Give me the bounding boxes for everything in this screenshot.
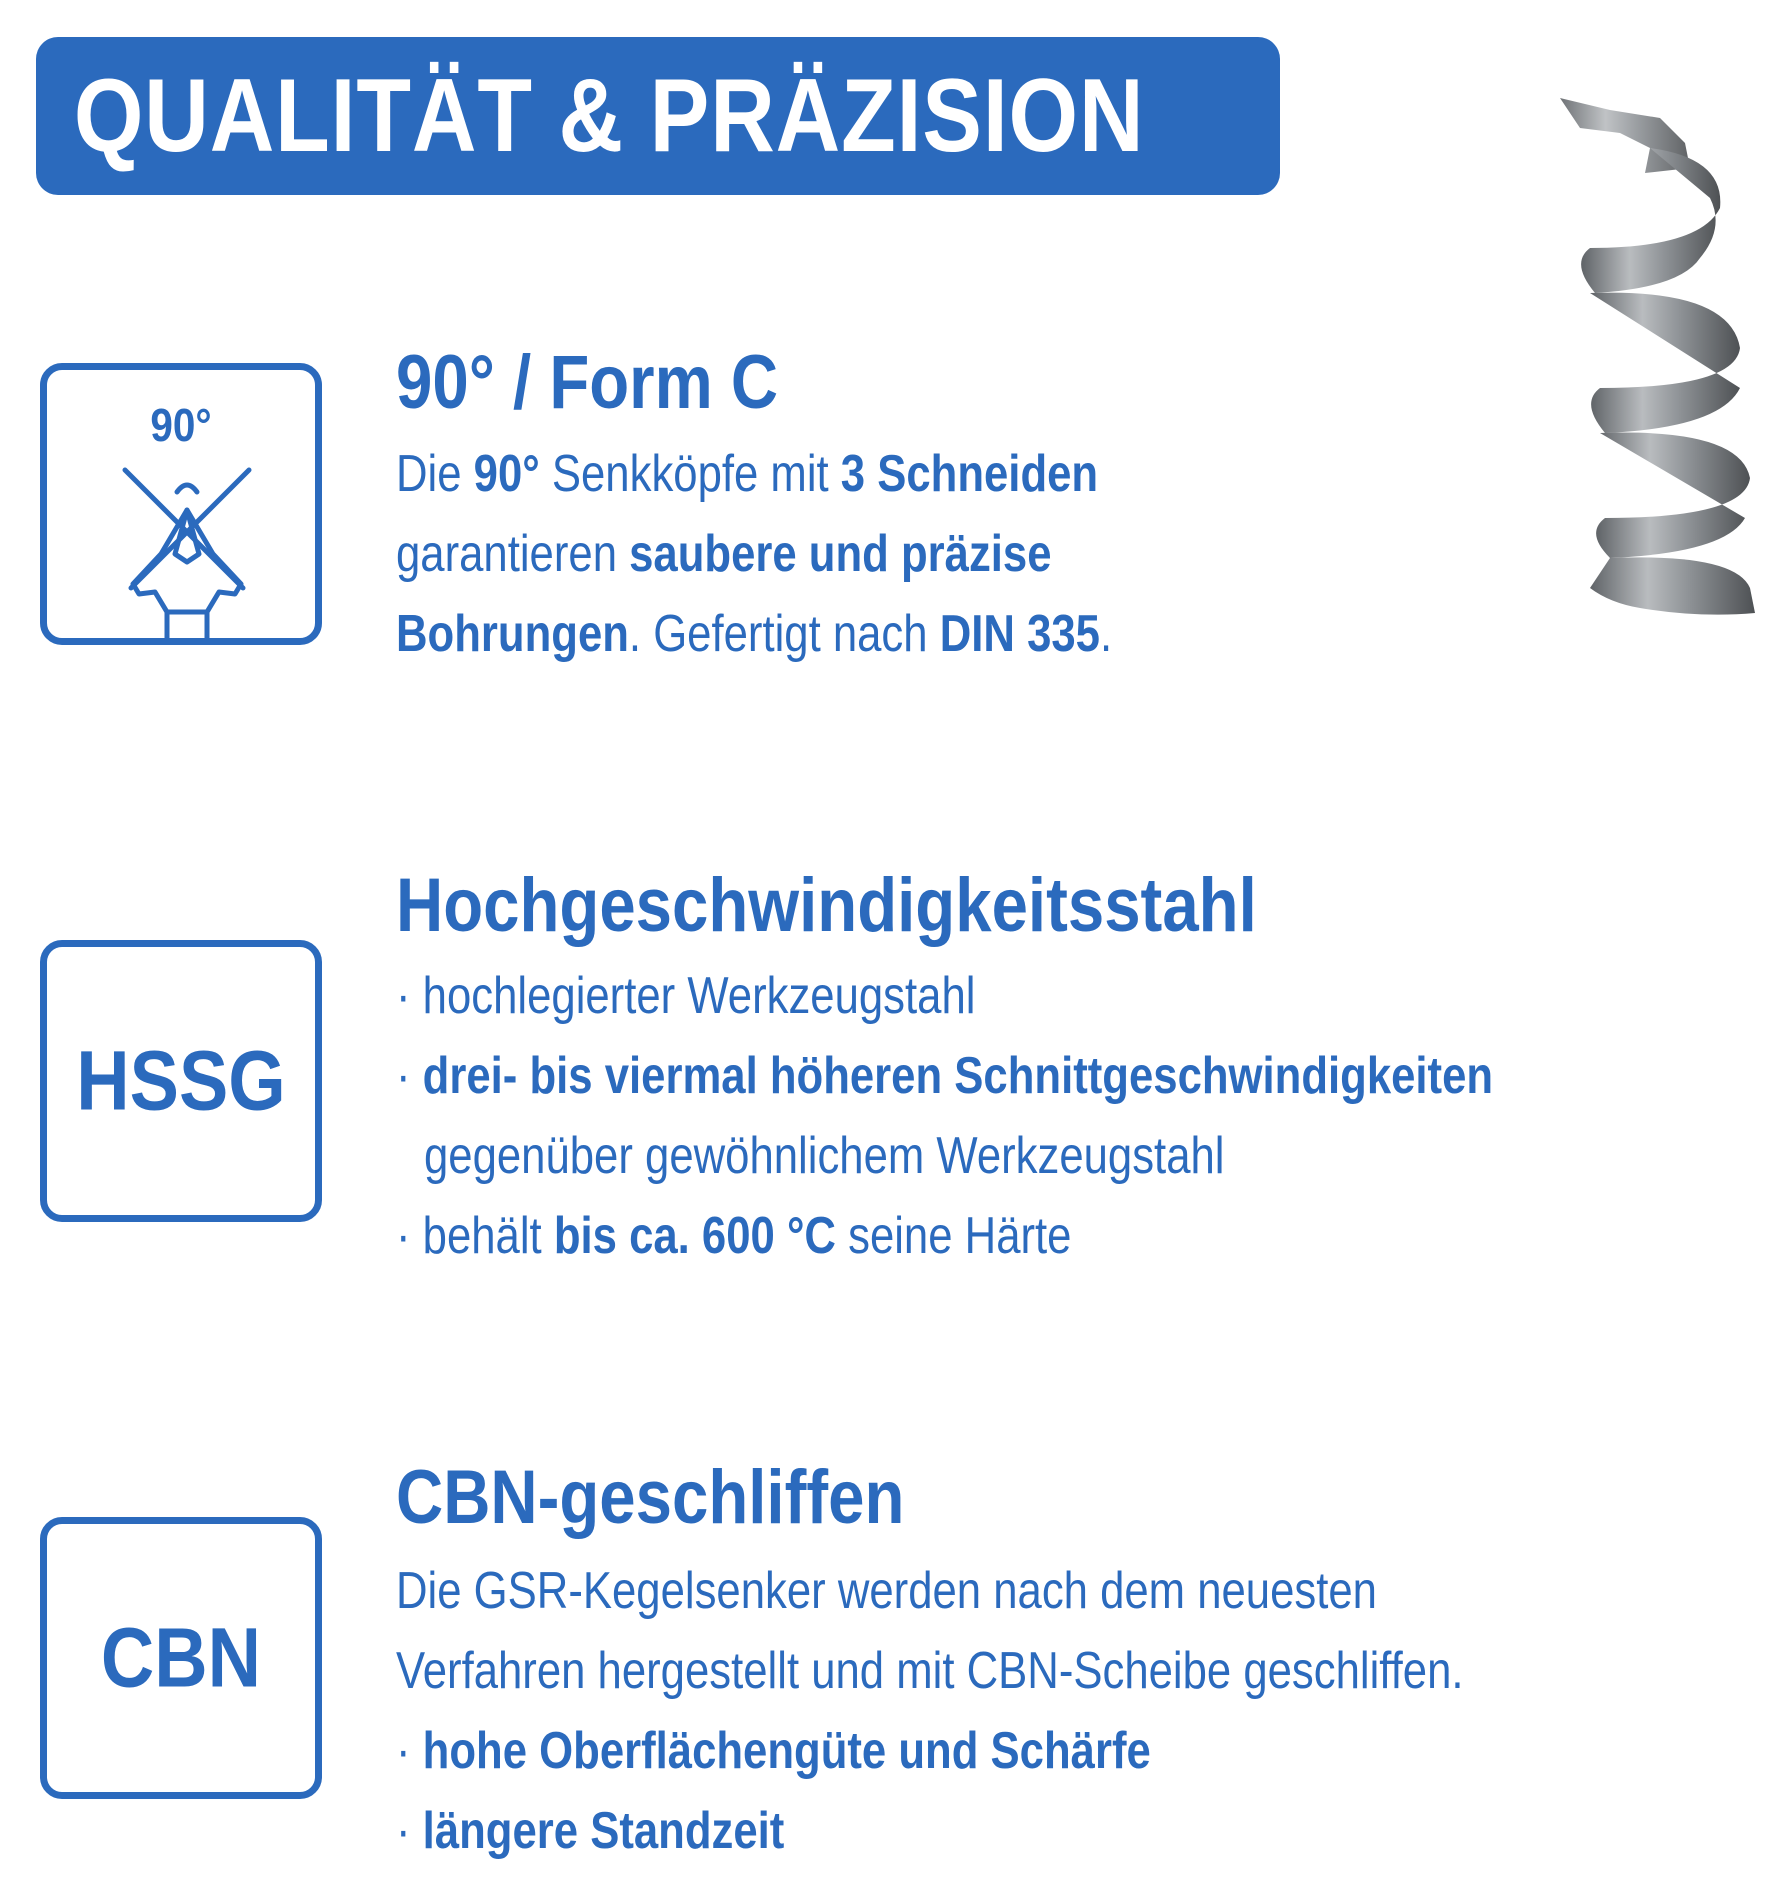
feature-heading-90: 90° / Form C bbox=[396, 340, 779, 425]
feature-heading-cbn: CBN-geschliffen bbox=[396, 1455, 905, 1540]
feature-hssg-line-4: · behält bis ca. 600 °C seine Härte bbox=[396, 1207, 1072, 1265]
cbn-badge-icon bbox=[40, 1517, 322, 1799]
hssg-badge-icon bbox=[40, 940, 322, 1222]
feature-cbn-line-1: Die GSR-Kegelsenker werden nach dem neuesten bbox=[396, 1562, 1377, 1620]
feature-hssg-line-3: gegenüber gewöhnlichem Werkzeugstahl bbox=[424, 1127, 1225, 1185]
metal-chip-spiral-icon bbox=[1550, 88, 1760, 628]
feature-heading-hssg: Hochgeschwindigkeitsstahl bbox=[396, 863, 1257, 948]
feature-hssg-line-2: · drei- bis viermal höheren Schnittgeschwindigkeiten bbox=[396, 1047, 1494, 1105]
countersink-90-degree-icon bbox=[40, 363, 322, 645]
feature-90-line-2: garantieren saubere und präzise bbox=[396, 525, 1052, 583]
feature-hssg-line-1: · hochlegierter Werkzeugstahl bbox=[396, 967, 976, 1025]
feature-90-line-3: Bohrungen. Gefertigt nach DIN 335. bbox=[396, 605, 1113, 663]
page-title: QUALITÄT & PRÄZISION bbox=[73, 57, 1145, 174]
feature-cbn-line-2: Verfahren hergestellt und mit CBN-Scheibe geschliffen. bbox=[396, 1642, 1464, 1700]
feature-cbn-line-3: · hohe Oberflächengüte und Schärfe bbox=[396, 1722, 1151, 1780]
title-banner bbox=[36, 37, 1280, 195]
icon-label-cbn: CBN bbox=[100, 1610, 262, 1705]
icon-label-hssg: HSSG bbox=[76, 1033, 286, 1128]
icon-label-90: 90° bbox=[150, 399, 212, 451]
feature-cbn-line-4: · längere Standzeit bbox=[396, 1802, 785, 1860]
countersink-drawing bbox=[117, 462, 257, 642]
feature-90-line-1: Die 90° Senkköpfe mit 3 Schneiden bbox=[396, 445, 1099, 503]
